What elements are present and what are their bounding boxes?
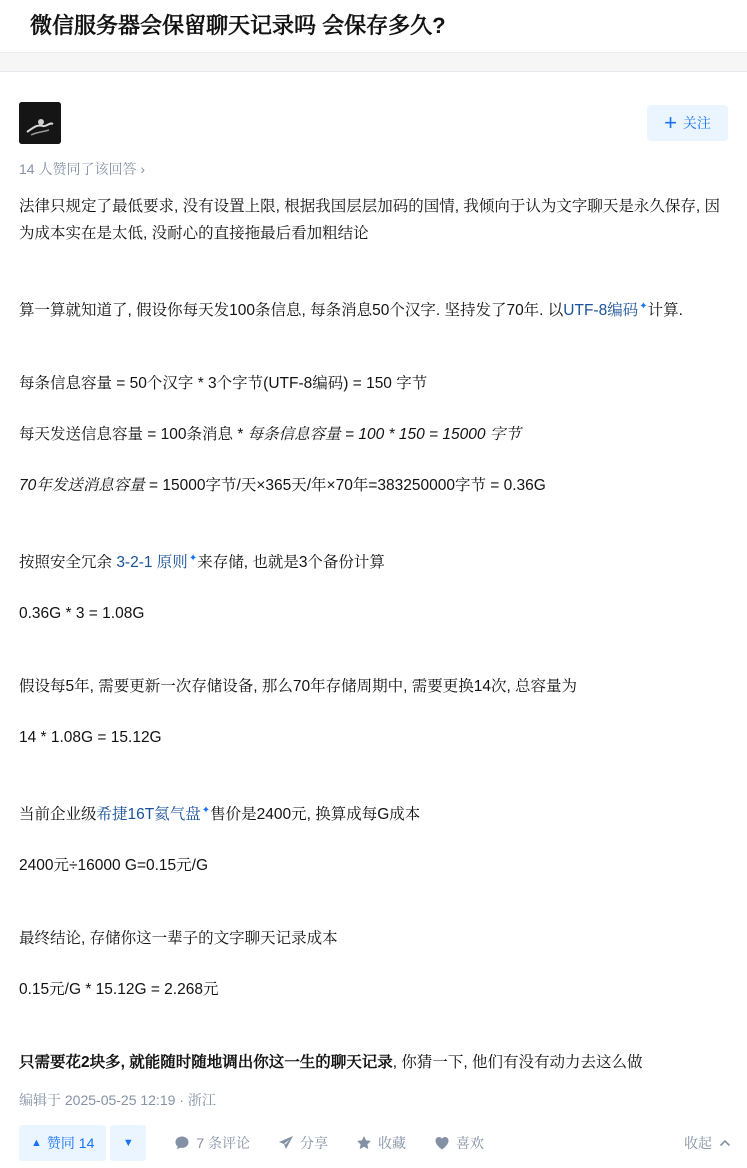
paragraph: 当前企业级希捷16T氦气盘✦售价是2400元, 换算成每G成本 bbox=[19, 805, 421, 824]
card-top-edge bbox=[0, 71, 747, 87]
paragraph: 70年发送消息容量 = 15000字节/天×365天/年×70年=383250000字节 = 0.36G bbox=[19, 477, 546, 495]
paragraph: 最终结论, 存储你这一辈子的文字聊天记录成本 bbox=[19, 930, 338, 948]
paragraph: 每天发送信息容量 = 100条消息 * 每条信息容量 = 100 * 150 = 15000 字节 bbox=[19, 426, 521, 444]
paragraph: 0.36G * 3 = 1.08G bbox=[19, 605, 145, 623]
answer-card bbox=[0, 86, 747, 1076]
plus-icon: + bbox=[664, 110, 677, 135]
seagate-disk-link[interactable]: 希捷16T氦气盘 bbox=[96, 806, 201, 824]
action-bar bbox=[19, 1125, 737, 1161]
paragraph: 14 * 1.08G = 15.12G bbox=[19, 729, 162, 747]
upvote-button[interactable] bbox=[19, 1125, 106, 1161]
comment-bubble-icon bbox=[174, 1135, 190, 1151]
upvoted-count-link[interactable]: 14 人赞同了该回答 › bbox=[19, 161, 146, 177]
star-icon bbox=[356, 1135, 372, 1151]
paragraph: 按照安全冗余 3-2-1 原则✦来存储, 也就是3个备份计算 bbox=[19, 553, 385, 572]
downvote-triangle-icon: ▼ bbox=[122, 1137, 134, 1149]
rule-321-link[interactable]: 3-2-1 原则 bbox=[116, 554, 188, 572]
spark-icon: ✦ bbox=[201, 805, 211, 817]
paragraph: 0.15元/G * 15.12G = 2.268元 bbox=[19, 981, 219, 999]
share-button[interactable]: 分享 bbox=[278, 1133, 328, 1153]
avatar-image-icon bbox=[19, 102, 61, 144]
comments-button[interactable]: 7 条评论 bbox=[174, 1133, 250, 1153]
upvote-triangle-icon: ▲ bbox=[31, 1137, 42, 1149]
like-button[interactable]: 喜欢 bbox=[434, 1133, 484, 1153]
page-title: 微信服务器会保留聊天记录吗 会保存多久? bbox=[30, 13, 446, 38]
paragraph: 法律只规定了最低要求, 没有设置上限, 根据我国层层加码的国情, 我倾向于认为文字聊天是永久保存, 因为成本实在是太低, 没耐心的直接拖最后看加粗结论 bbox=[19, 198, 720, 242]
author-row bbox=[19, 102, 728, 144]
paragraph: 只需要花2块多, 就能随时随地调出你这一生的聊天记录, 你猜一下, 他们有没有动力去这么做 bbox=[19, 1054, 643, 1072]
heart-icon bbox=[434, 1135, 450, 1151]
downvote-button[interactable] bbox=[110, 1125, 146, 1161]
paper-plane-icon bbox=[278, 1135, 294, 1151]
edit-timestamp[interactable]: 编辑于 2025-05-25 12:19 · 浙江 bbox=[19, 1092, 216, 1108]
paragraph: 假设每5年, 需要更新一次存储设备, 那么70年存储周期中, 需要更换14次, 总容量为 bbox=[19, 678, 578, 696]
paragraph: 每条信息容量 = 50个汉字 * 3个字节(UTF-8编码) = 150 字节 bbox=[19, 375, 428, 393]
answer-content bbox=[19, 193, 731, 1076]
follow-label: 关注 bbox=[682, 115, 711, 131]
chevron-up-icon bbox=[718, 1136, 732, 1150]
utf8-link[interactable]: UTF-8编码 bbox=[563, 302, 639, 320]
paragraph: 2400元÷16000 G=0.15元/G bbox=[19, 857, 209, 875]
upvote-label: 赞同 14 bbox=[46, 1135, 95, 1151]
page-header bbox=[0, 0, 747, 52]
spark-icon: ✦ bbox=[188, 553, 198, 565]
section-divider bbox=[0, 52, 747, 86]
follow-button[interactable] bbox=[647, 105, 728, 141]
favorite-button[interactable]: 收藏 bbox=[356, 1133, 406, 1153]
avatar[interactable] bbox=[19, 102, 61, 144]
spark-icon: ✦ bbox=[639, 301, 648, 312]
paragraph: 算一算就知道了, 假设你每天发100条信息, 每条消息50个汉字. 坚持发了70年. 以UTF-8编码✦计算. bbox=[19, 301, 683, 320]
collapse-button[interactable]: 收起 bbox=[684, 1125, 732, 1161]
